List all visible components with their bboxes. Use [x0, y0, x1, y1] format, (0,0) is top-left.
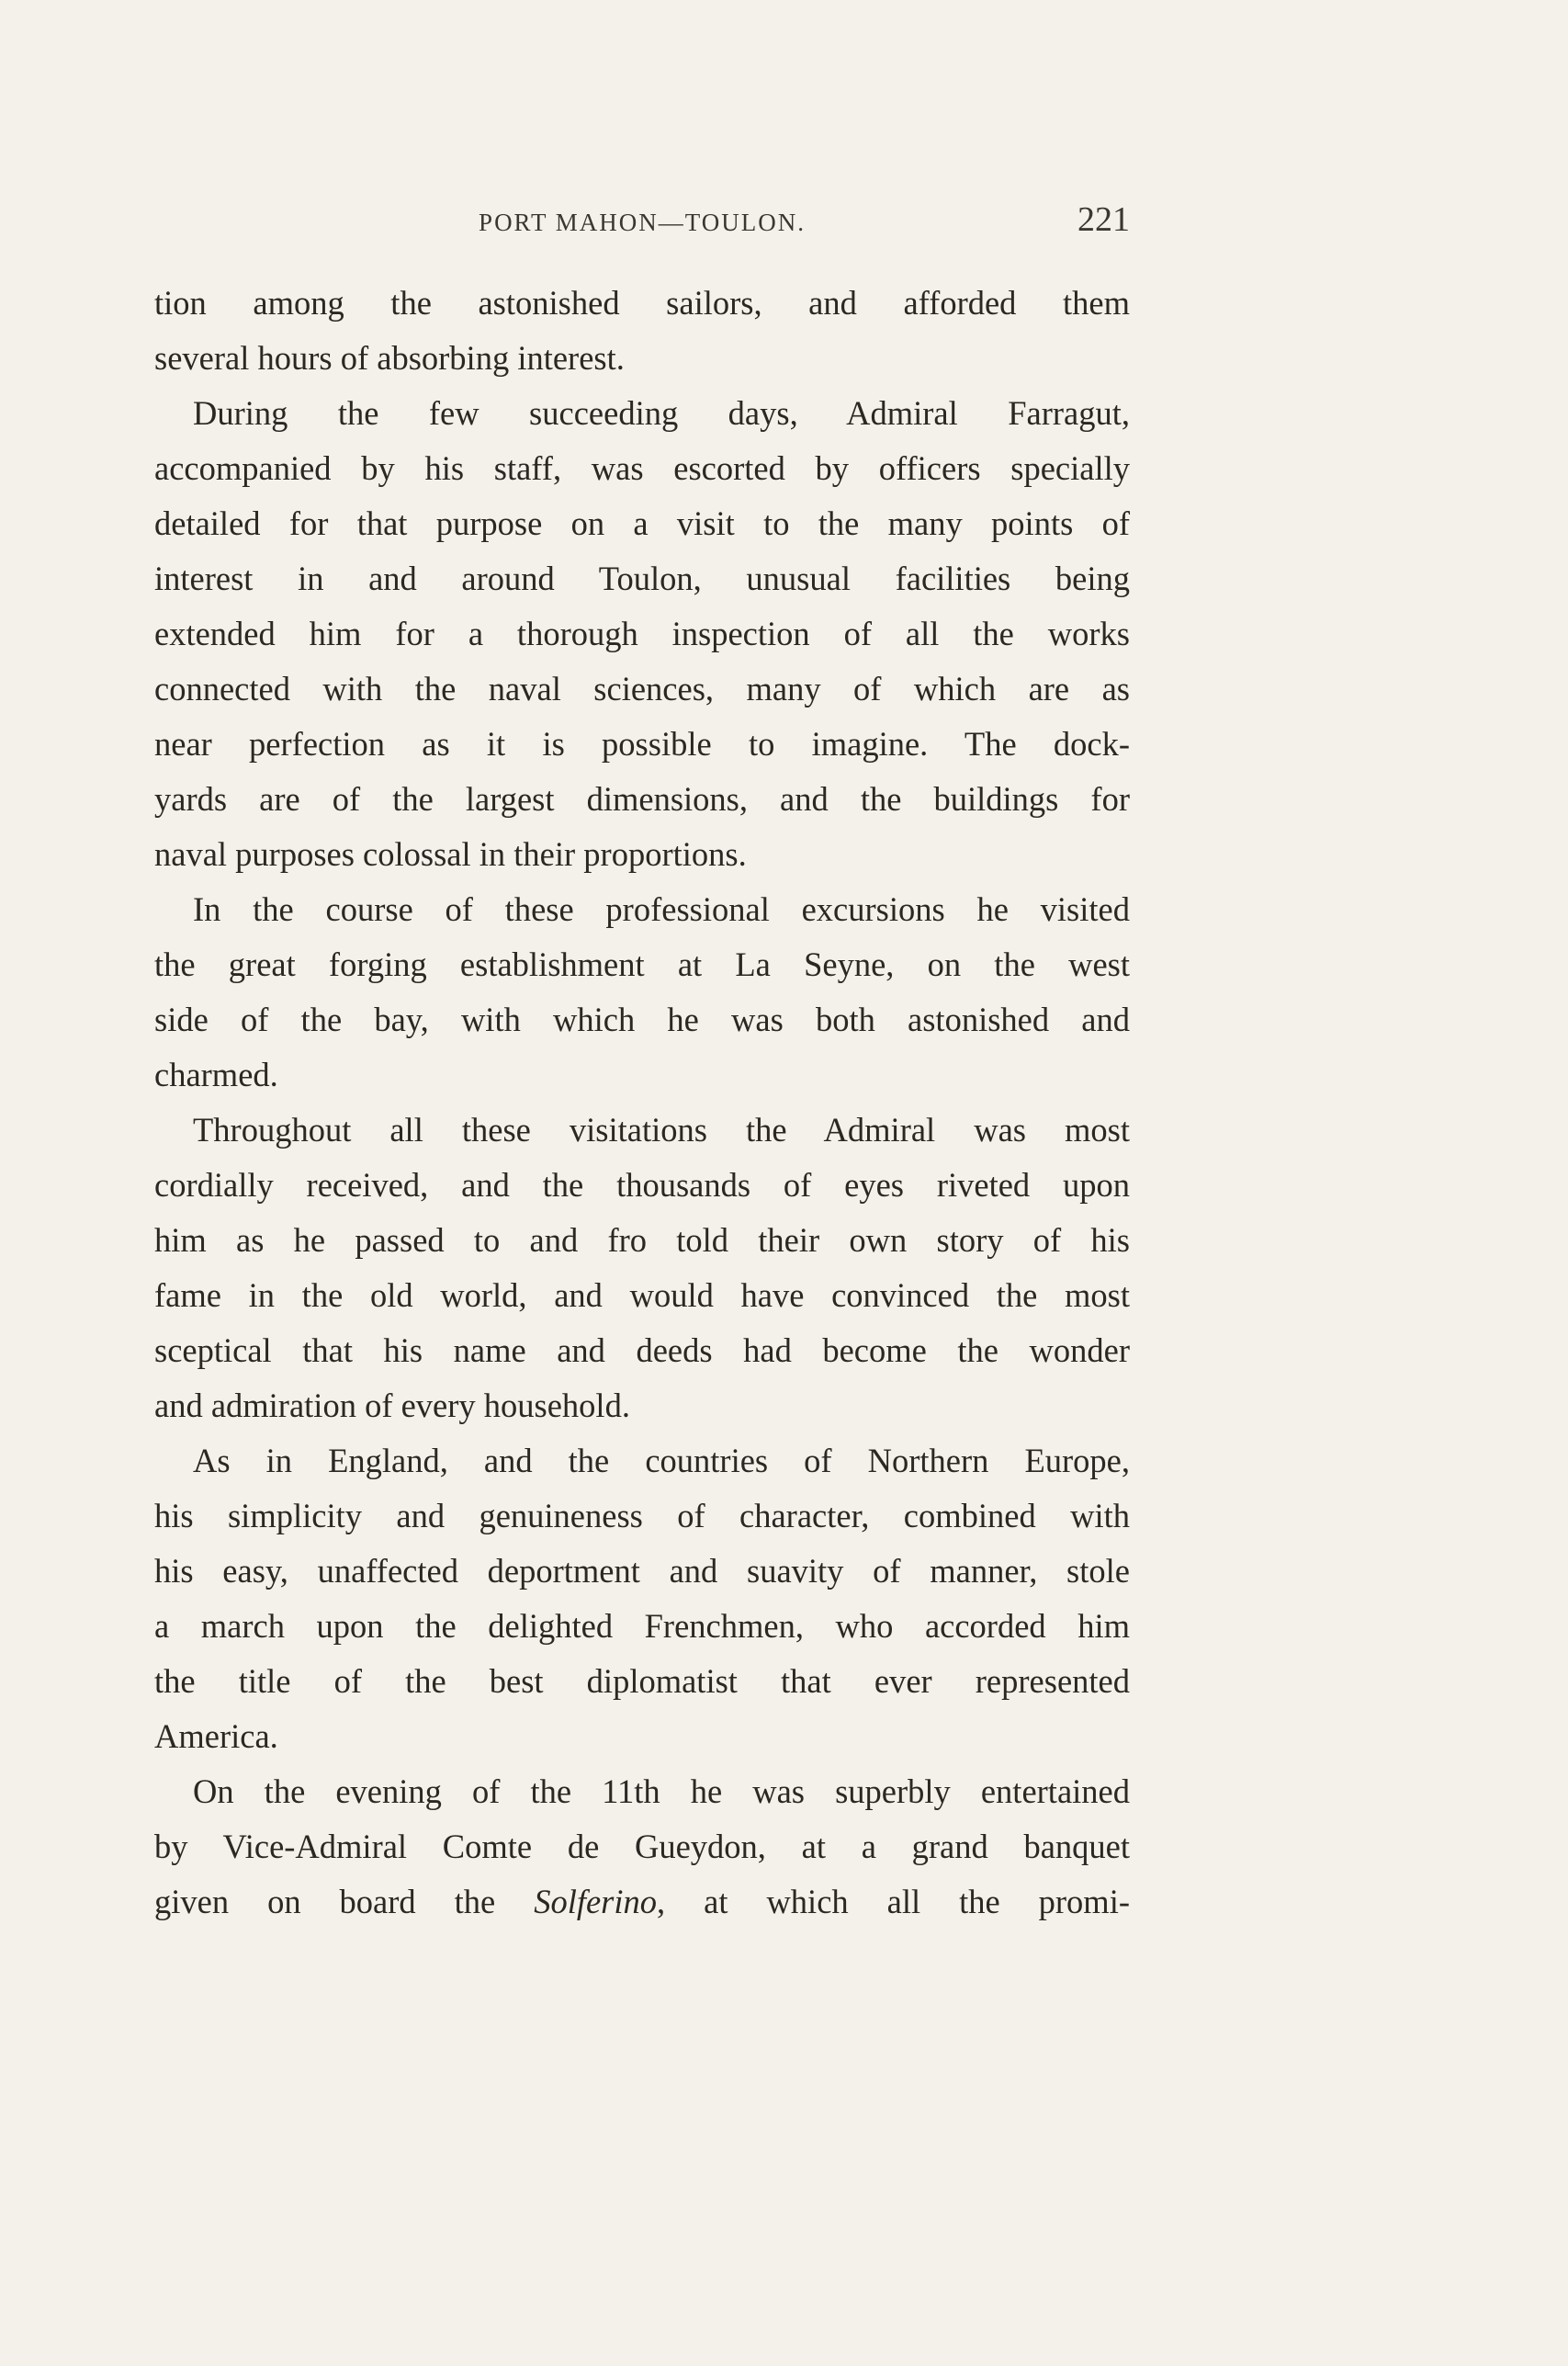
running-head: PORT MAHON—TOULON.	[479, 209, 806, 236]
page-header	[154, 198, 1130, 253]
text-line: connected with the naval sciences, many of which are as	[154, 670, 1130, 708]
paragraph-start-line: As in England, and the countries of Northern Europe,	[193, 1442, 1130, 1479]
text-line: his easy, unaffected deportment and suavity of manner, stole	[154, 1552, 1130, 1590]
text-line: cordially received, and the thousands of eyes riveted upon	[154, 1166, 1130, 1204]
text-line: his simplicity and genuineness of character, combined with	[154, 1497, 1130, 1534]
text-line: and admiration of every household.	[154, 1387, 630, 1424]
page-number: 221	[1077, 200, 1130, 239]
text-line: detailed for that purpose on a visit to the many points of	[154, 504, 1130, 542]
body-text	[154, 276, 1130, 1930]
text-line: extended him for a thorough inspection of all the works	[154, 615, 1130, 652]
text-line: charmed.	[154, 1056, 278, 1093]
text-line: side of the bay, with which he was both astonished and	[154, 1001, 1130, 1038]
text-line: the great forging establishment at La Seyne, on the west	[154, 945, 1130, 983]
text-line: sceptical that his name and deeds had become the wonder	[154, 1331, 1130, 1369]
text-line: interest in and around Toulon, unusual facilities being	[154, 560, 1130, 597]
final-line-text: given on board the	[154, 1883, 535, 1920]
paragraph-start-line: During the few succeeding days, Admiral Farragut,	[193, 394, 1130, 432]
text-line: the title of the best diplomatist that ever represented	[154, 1662, 1130, 1700]
paragraph-start-line: In the course of these professional excursions he visited	[193, 890, 1130, 928]
text-line: fame in the old world, and would have convinced the most	[154, 1276, 1130, 1314]
text-line: him as he passed to and fro told their own story of his	[154, 1221, 1130, 1259]
final-text-line	[154, 1874, 1130, 1930]
paragraph-start-line: On the evening of the 11th he was superbly entertained	[193, 1772, 1130, 1810]
final-line-text-end: , at which all the promi-	[657, 1883, 1130, 1920]
text-line: accompanied by his staff, was escorted by officers specially	[154, 449, 1130, 487]
ship-name: Solferino	[534, 1883, 658, 1920]
text-line: a march upon the delighted Frenchmen, who accorded him	[154, 1607, 1130, 1645]
text-line: America.	[154, 1717, 278, 1755]
text-line: near perfection as it is possible to imagine. The dock-	[154, 725, 1130, 763]
text-line: naval purposes colossal in their proportions.	[154, 835, 747, 873]
paragraph-start-line: Throughout all these visitations the Admiral was most	[193, 1111, 1130, 1149]
text-line: yards are of the largest dimensions, and the buildings for	[154, 780, 1130, 818]
text-line: tion among the astonished sailors, and afforded them	[154, 284, 1130, 322]
text-line: several hours of absorbing interest.	[154, 339, 625, 377]
text-line: by Vice-Admiral Comte de Gueydon, at a grand banquet	[154, 1828, 1130, 1865]
